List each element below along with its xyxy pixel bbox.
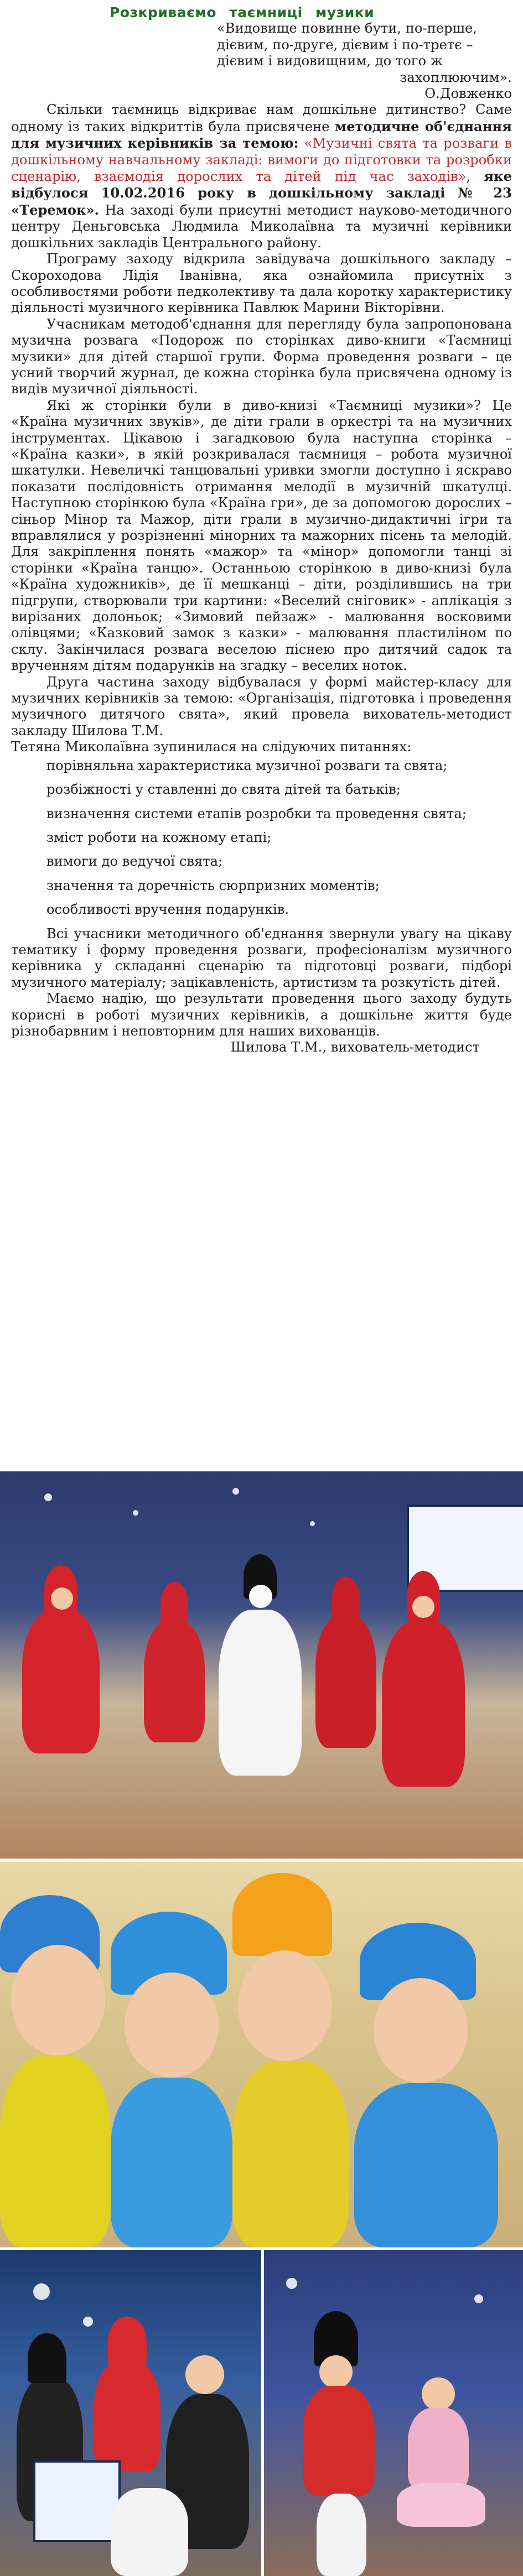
paragraph-hope: Маємо надію, що результати проведення цього заходу будуть корисні в роботі музичних керівників, а дошкільне життя буде різнобарвним і неповторним для наших вихованців. [11,991,512,1039]
event-topic-highlight: «Музичні свята та розваги в дошкільному навчальному закладі: вимоги до підготовки та розробки сценарію, взаємодія дорослих та дітей під час заходів» [11,136,512,185]
intro-bold-1: методичне об'єднання для музичних керівників за темою: [11,118,512,152]
paragraph-questions-intro: Тетяна Миколаївна зупинилася на слідуючих питаннях: [11,739,412,755]
photo-painting-activity [0,2250,261,2576]
epigraph-line: захоплюючим». [400,69,512,85]
epigraph-author: О.Довженко [424,86,512,102]
photo-gnome-dance [0,1471,523,1859]
list-item: значення та доречність сюрпризних моментів; [46,877,380,893]
photo-children-costumes [0,1862,523,2247]
epigraph [217,20,512,86]
article [0,0,523,1056]
epigraph-line: «Видовище повинне бути, по-перше, [217,20,477,37]
intro-text-2: На заході були присутні методист науково-методичного центру Деньговська Людмила Миколаївна та музичні керівники дошкільних закладів Центрального району. [11,202,512,251]
intro-comma: , [466,169,484,185]
photo-soldier-dancer [264,2250,523,2576]
intro-bold-2: яке відбулося 10.02.2016 року в дошкільному закладі № 23 «Теремок». [11,168,512,218]
paragraph-pages: Які ж сторінки були в диво-книзі «Таємниці музики»? Це «Країна музичних звуків», де діти грали в оркестрі та на музичних інструментах. Цікавою і загадковою була наступна сторінка – «Країна казки», в якій розкривалася таємниця – робота музичної шкатулки. Невеличкі танцювальні уривки змогли доступно і яскраво показати послідовність отримання мелодії в музичній шкатулці. Наступною сторінкою була «Країна гри», де за допомогою дорослих – сіньор Мінор та Мажор, діти грали в музично-дидактичні ігри та вправлялися у розрізненні мінорних та мажорних пісень та мелодій. Для закріплення понять «мажор» та «мінор» допомогли танці зі сторінки «Країна танцю». Останньою сторінкою в диво-книзі була «Країна художників», де її мешканці – діти, розділившись на три підгрупи, створювали три картини: «Веселий сніговик» - аплікація з вирізаних долоньок; «Зимовий пейзаж» - малювання восковими олівцями; «Казковий замок з казки» - малювання пластиліном по склу. Закінчилася розвага веселою піснею про дитячий садок та врученням дітям подарунків на згадку – веселих ноток. [11,397,512,674]
paragraph-conclusion: Всі учасники методичного об'єднання звернули увагу на цікаву тематику і форму проведення розваги, професіоналізм музичного керівника у складанні сценарію та підготовці розваги, підборі музичного матеріалу; зацікавленість, артистизм та розкутість дітей. [11,925,512,990]
intro-space [299,136,304,151]
epigraph-line: дієвим, по-друге, дієвим і по-третє – [217,37,473,53]
paragraph-intro [11,102,512,251]
paragraph-entertainment: Учасникам методоб'єднання для перегляду була запропонована музична розвага «Подорож по сторінках диво-книги «Таємниці музики» для дітей старшої групи. Форма проведення розваги – це усний творчий журнал, де кожна сторінка була присвячена одному із видів музичної діяльності. [11,316,512,397]
list-item: вимоги до ведучої свята; [46,854,223,870]
list-item: особливості вручення подарунків. [46,902,289,918]
intro-text-1: Скільки таємниць відкриває нам дошкільне дитинство? Саме одному із таких відкриттів була присвячене [11,102,512,134]
list-item: визначення системи етапів розробки та проведення свята; [46,805,467,821]
article-title: Розкриваємо таємниці музики [110,4,375,20]
list-item: зміст роботи на кожному етапі; [46,829,272,845]
epigraph-line: дієвим і видовищним, до того ж [217,53,443,69]
topics-list [11,758,512,918]
list-item: розбіжності у ставленні до свята дітей та батьків; [46,782,401,798]
signature: Шилова Т.М., вихователь-методист [230,1039,480,1055]
paragraph-program: Програму заходу відкрила завідувача дошкільного закладу – Скороходова Лідія Іванівна, яка ознайомила присутніх з особливостями роботи педколективу та дала коротку характеристику діяльності музичного керівника Павлюк Марини Вікторівни. [11,251,512,316]
list-item: порівняльна характеристика музичної розваги та свята; [46,757,448,773]
paragraph-master-class: Друга частина заходу відбувалася у формі майстер-класу для музичних керівників за темою: «Організація, підготовка і проведення музичного дитячого свята», який провела вихователь-методист закладу Шилова Т.М. [11,674,512,738]
